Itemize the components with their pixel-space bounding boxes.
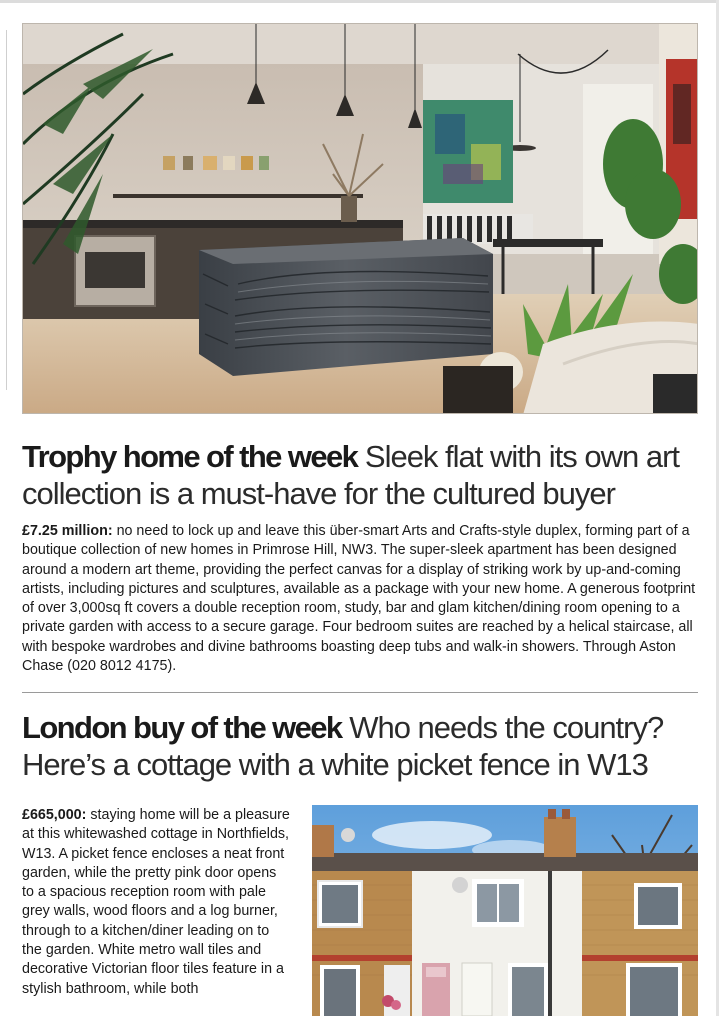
section-divider (22, 692, 698, 693)
article2-price: £665,000: (22, 807, 87, 823)
page-top-edge (0, 0, 719, 3)
article1-headline-sub: Sleek flat with its own art collection is a must-have for the cultured buyer (22, 439, 680, 511)
cottage-photo (312, 805, 698, 1016)
article1-headline (22, 438, 702, 512)
article2-headline-lead: London buy of the week (22, 710, 342, 745)
article2-headline-sub: Who needs the country? Here’s a cottage with a white picket fence in W13 (22, 710, 664, 782)
article2-body (22, 806, 292, 999)
article1-body (22, 522, 702, 676)
column-rule (6, 30, 7, 390)
article2-body-text: staying home will be a pleasure at this whitewashed cottage in Northfields, W13. A picket fence encloses a neat front garden, while the pretty pink door opens to a spacious reception room with pale grey walls, wood floors and a log burner, through to a kitchen/diner leading on to the garden. White metro wall tiles and decorative Victorian floor tiles feature in a stylish bathroom, while both (22, 807, 290, 997)
article2-headline (22, 709, 702, 783)
article1-body-text: no need to lock up and leave this über-smart Arts and Crafts-style duplex, forming part of a boutique collection of new homes in Primrose Hill, NW3. The super-sleek apartment has been designed around a modern art theme, providing the perfect canvas for a display of striking work by up-and-coming artists, including pictures and sculptures, available as a package with your new home. A generous footprint of over 3,000sq ft covers a double reception room, study, bar and glam kitchen/dining room opening to a private garden with access to a secure garage. Four bedroom suites are reached by a helical staircase, all with bespoke wardrobes and divine bathrooms boasting deep tubs and walk-in showers. Through Aston Chase (020 8012 4175). (22, 523, 696, 675)
article1-price: £7.25 million: (22, 523, 113, 539)
article1-headline-lead: Trophy home of the week (22, 439, 358, 474)
kitchen-photo (22, 23, 698, 414)
